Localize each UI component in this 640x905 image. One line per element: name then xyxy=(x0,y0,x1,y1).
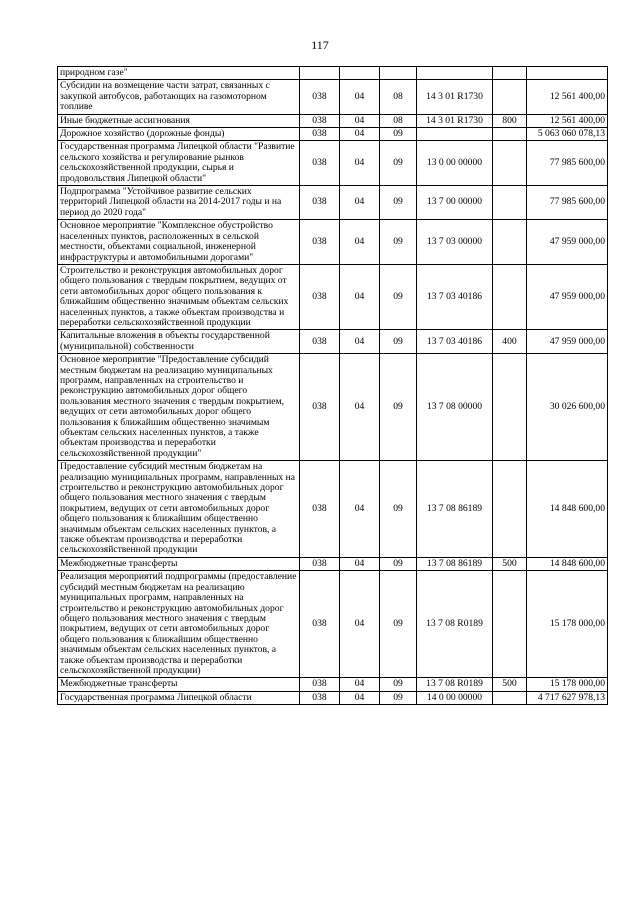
expense-type-cell xyxy=(493,141,527,186)
expense-type-cell: 500 xyxy=(493,557,527,570)
section-code-cell: 04 xyxy=(340,186,380,220)
amount-cell xyxy=(527,67,608,80)
amount-cell: 12 561 400,00 xyxy=(527,114,608,127)
amount-cell: 77 985 600,00 xyxy=(527,186,608,220)
section-code-cell: 04 xyxy=(340,557,380,570)
section-code-cell: 04 xyxy=(340,691,380,704)
amount-cell: 12 561 400,00 xyxy=(527,80,608,114)
subsection-code-cell xyxy=(380,67,417,80)
ministry-code-cell: 038 xyxy=(300,354,340,461)
amount-cell: 15 178 000,00 xyxy=(527,571,608,678)
section-code-cell: 04 xyxy=(340,461,380,558)
ministry-code-cell: 038 xyxy=(300,128,340,141)
ministry-code-cell: 038 xyxy=(300,557,340,570)
target-article-cell: 13 7 03 40186 xyxy=(417,264,493,329)
target-article-cell xyxy=(417,128,493,141)
ministry-code-cell: 038 xyxy=(300,114,340,127)
row-name-cell: Иные бюджетные ассигнования xyxy=(58,114,300,127)
table-row xyxy=(58,80,608,114)
subsection-code-cell: 09 xyxy=(380,557,417,570)
expense-type-cell xyxy=(493,186,527,220)
subsection-code-cell: 09 xyxy=(380,128,417,141)
row-name-cell: Реализация мероприятий подпрограммы (предоставление субсидий местным бюджетам на реализацию муниципальных программ, направленных на строительство и реконструкцию автомобильных дорог общего пользования местного значения с твердым покрытием, ведущих от сети автомобильных дорог общего пользования к ближайшим общественно значимым объектам сельских населенных пунктов, а также объектам производства и переработки сельскохозяйственной продукции) xyxy=(58,571,300,678)
subsection-code-cell: 09 xyxy=(380,264,417,329)
row-name-cell: Строительство и реконструкция автомобильных дорог общего пользования с твердым покрытием, ведущих от сети автомобильных дорог общего пользования к ближайшим общественно значимым объектам сельских населенных пунктов, а также объектам производства и переработки сельскохозяйственной продукции xyxy=(58,264,300,329)
target-article-cell: 13 7 00 00000 xyxy=(417,186,493,220)
subsection-code-cell: 09 xyxy=(380,354,417,461)
amount-cell: 14 848 600,00 xyxy=(527,461,608,558)
ministry-code-cell: 038 xyxy=(300,571,340,678)
budget-table-body xyxy=(58,67,608,705)
table-row xyxy=(58,678,608,691)
table-row xyxy=(58,330,608,354)
section-code-cell: 04 xyxy=(340,354,380,461)
row-name-cell: Дорожное хозяйство (дорожные фонды) xyxy=(58,128,300,141)
amount-cell: 77 985 600,00 xyxy=(527,141,608,186)
expense-type-cell: 800 xyxy=(493,114,527,127)
table-row xyxy=(58,186,608,220)
section-code-cell xyxy=(340,67,380,80)
section-code-cell: 04 xyxy=(340,678,380,691)
table-row xyxy=(58,264,608,329)
target-article-cell: 14 3 01 R1730 xyxy=(417,80,493,114)
row-name-cell: Государственная программа Липецкой области xyxy=(58,691,300,704)
table-row xyxy=(58,461,608,558)
ministry-code-cell: 038 xyxy=(300,141,340,186)
page-number: 117 xyxy=(311,38,329,52)
ministry-code-cell: 038 xyxy=(300,691,340,704)
amount-cell: 14 848 600,00 xyxy=(527,557,608,570)
amount-cell: 47 959 000,00 xyxy=(527,330,608,354)
ministry-code-cell: 038 xyxy=(300,80,340,114)
table-row xyxy=(58,220,608,265)
table-row xyxy=(58,571,608,678)
subsection-code-cell: 09 xyxy=(380,678,417,691)
expense-type-cell xyxy=(493,80,527,114)
target-article-cell: 13 0 00 00000 xyxy=(417,141,493,186)
subsection-code-cell: 08 xyxy=(380,114,417,127)
table-row xyxy=(58,557,608,570)
target-article-cell: 13 7 08 00000 xyxy=(417,354,493,461)
section-code-cell: 04 xyxy=(340,80,380,114)
target-article-cell: 14 3 01 R1730 xyxy=(417,114,493,127)
expense-type-cell xyxy=(493,220,527,265)
subsection-code-cell: 09 xyxy=(380,330,417,354)
ministry-code-cell: 038 xyxy=(300,461,340,558)
section-code-cell: 04 xyxy=(340,220,380,265)
expense-type-cell xyxy=(493,691,527,704)
table-row xyxy=(58,141,608,186)
target-article-cell: 13 7 08 86189 xyxy=(417,557,493,570)
expense-type-cell xyxy=(493,128,527,141)
expense-type-cell: 400 xyxy=(493,330,527,354)
target-article-cell: 13 7 03 00000 xyxy=(417,220,493,265)
target-article-cell xyxy=(417,67,493,80)
amount-cell: 47 959 000,00 xyxy=(527,264,608,329)
target-article-cell: 13 7 08 86189 xyxy=(417,461,493,558)
table-row xyxy=(58,354,608,461)
section-code-cell: 04 xyxy=(340,141,380,186)
subsection-code-cell: 09 xyxy=(380,141,417,186)
expense-type-cell: 500 xyxy=(493,678,527,691)
target-article-cell: 13 7 08 R0189 xyxy=(417,571,493,678)
ministry-code-cell: 038 xyxy=(300,264,340,329)
expense-type-cell xyxy=(493,354,527,461)
row-name-cell: Субсидии на возмещение части затрат, связанных с закупкой автобусов, работающих на газомоторном топливе xyxy=(58,80,300,114)
section-code-cell: 04 xyxy=(340,264,380,329)
row-name-cell: Капитальные вложения в объекты государственной (муниципальной) собственности xyxy=(58,330,300,354)
row-name-cell: природном газе" xyxy=(58,67,300,80)
table-row xyxy=(58,691,608,704)
row-name-cell: Государственная программа Липецкой области "Развитие сельского хозяйства и регулирование рынков сельскохозяйственной продукции, сырья и продовольствия Липецкой области" xyxy=(58,141,300,186)
expense-type-cell xyxy=(493,264,527,329)
section-code-cell: 04 xyxy=(340,114,380,127)
row-name-cell: Предоставление субсидий местным бюджетам на реализацию муниципальных программ, направленных на строительство и реконструкцию автомобильных дорог общего пользования местного значения с твердым покрытием, ведущих от сети автомобильных дорог общего пользования к ближайшим общественно значимым объектам сельских населенных пунктов, а также объектам производства и переработки сельскохозяйственной продукции xyxy=(58,461,300,558)
ministry-code-cell: 038 xyxy=(300,220,340,265)
amount-cell: 15 178 000,00 xyxy=(527,678,608,691)
subsection-code-cell: 09 xyxy=(380,186,417,220)
subsection-code-cell: 09 xyxy=(380,461,417,558)
subsection-code-cell: 08 xyxy=(380,80,417,114)
row-name-cell: Межбюджетные трансферты xyxy=(58,678,300,691)
row-name-cell: Межбюджетные трансферты xyxy=(58,557,300,570)
amount-cell: 4 717 627 978,13 xyxy=(527,691,608,704)
ministry-code-cell: 038 xyxy=(300,330,340,354)
section-code-cell: 04 xyxy=(340,128,380,141)
row-name-cell: Подпрограмма "Устойчивое развитие сельских территорий Липецкой области на 2014-2017 годы и на период до 2020 года" xyxy=(58,186,300,220)
subsection-code-cell: 09 xyxy=(380,571,417,678)
target-article-cell: 13 7 03 40186 xyxy=(417,330,493,354)
budget-table xyxy=(57,66,608,705)
ministry-code-cell: 038 xyxy=(300,186,340,220)
amount-cell: 30 026 600,00 xyxy=(527,354,608,461)
amount-cell: 5 063 060 078,13 xyxy=(527,128,608,141)
row-name-cell: Основное мероприятие "Комплексное обустройство населенных пунктов, расположенных в сельской местности, объектами социальной, инженерной инфраструктуры и автомобильными дорогами" xyxy=(58,220,300,265)
ministry-code-cell: 038 xyxy=(300,678,340,691)
row-name-cell: Основное мероприятие "Предоставление субсидий местным бюджетам на реализацию муниципальных программ, направленных на строительство и реконструкцию автомобильных дорог общего пользования местного значения с твердым покрытием, ведущих от сети автомобильных дорог общего пользования к ближайшим общественно значимым объектам сельских населенных пунктов, а также объектам производства и переработки сельскохозяйственной продукции" xyxy=(58,354,300,461)
expense-type-cell xyxy=(493,461,527,558)
amount-cell: 47 959 000,00 xyxy=(527,220,608,265)
section-code-cell: 04 xyxy=(340,330,380,354)
expense-type-cell xyxy=(493,67,527,80)
target-article-cell: 14 0 00 00000 xyxy=(417,691,493,704)
expense-type-cell xyxy=(493,571,527,678)
subsection-code-cell: 09 xyxy=(380,220,417,265)
subsection-code-cell: 09 xyxy=(380,691,417,704)
section-code-cell: 04 xyxy=(340,571,380,678)
table-row xyxy=(58,114,608,127)
table-row xyxy=(58,67,608,80)
ministry-code-cell xyxy=(300,67,340,80)
table-row xyxy=(58,128,608,141)
target-article-cell: 13 7 08 R0189 xyxy=(417,678,493,691)
